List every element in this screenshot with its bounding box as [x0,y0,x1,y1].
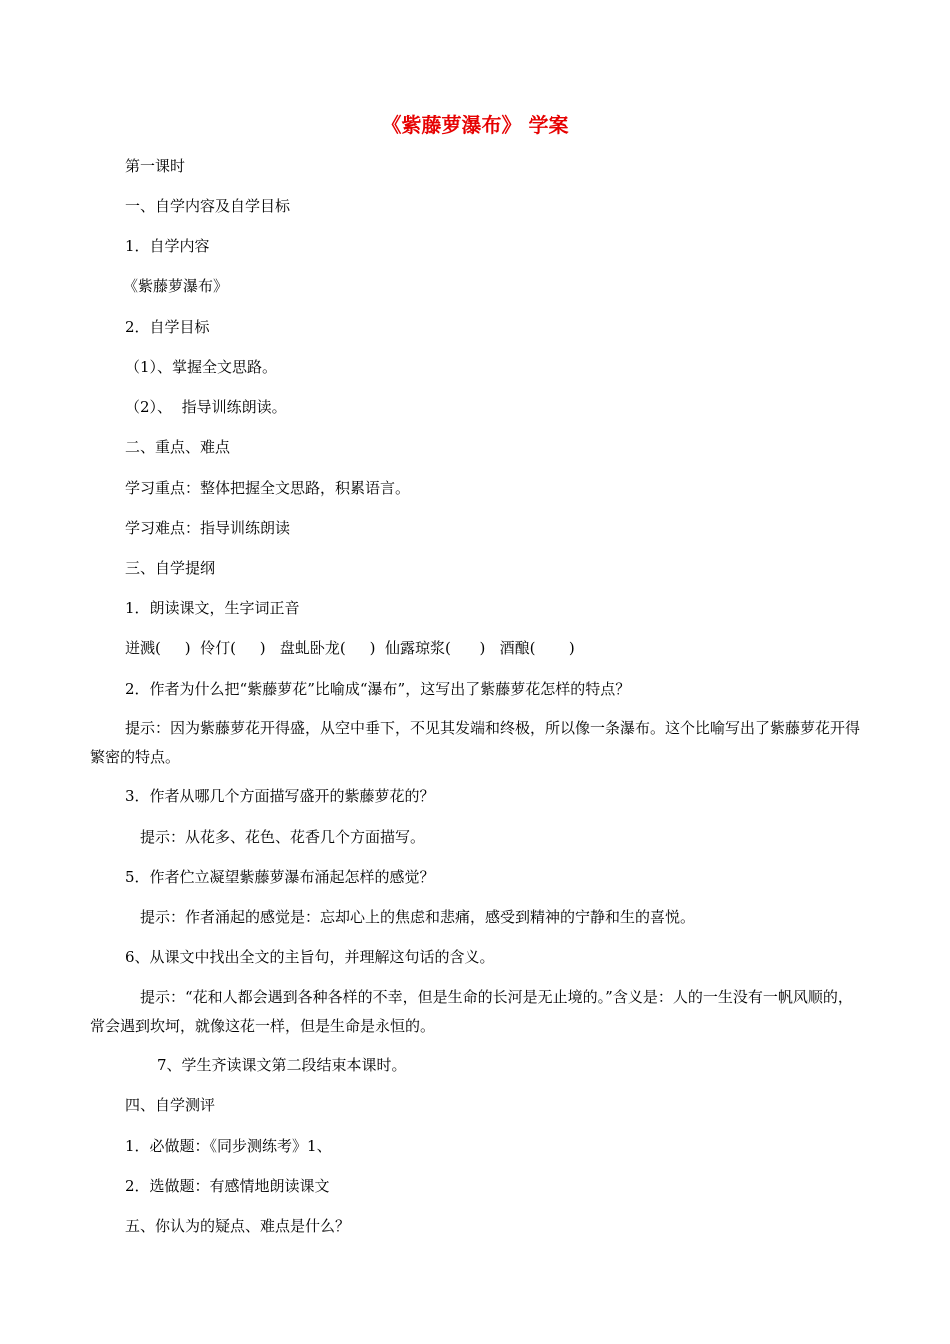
section-heading: 二、重点、难点 [125,438,231,456]
section-heading: 五、你认为的疑点、难点是什么？ [125,1217,351,1235]
hint-paragraph: 提示：因为紫藤萝花开得盛，从空中垂下，不见其发端和终极，所以像一条瀑布。这个比喻写出了紫藤萝花开得繁密的特点。 [90,719,861,766]
hint-text: 提示：从花多、花色、花香几个方面描写。 [140,828,426,846]
test-item: 1．必做题：《同步测练考》1、 [125,1137,332,1155]
question-text: 2．作者为什么把“紫藤萝花”比喻成“瀑布”，这写出了紫藤萝花怎样的特点？ [125,680,631,698]
document-title: 《紫藤萝瀑布》 学案 [381,113,569,137]
test-item: 2．选做题：有感情地朗读课文 [125,1177,330,1195]
key-point-text: 学习重点：整体把握全文思路，积累语言。 [125,479,411,497]
subsection-heading: 2．自学目标 [125,318,210,336]
lesson-label: 第一课时 [125,157,186,175]
subsection-heading: 1．自学内容 [125,237,210,255]
section-heading: 四、自学测评 [125,1096,216,1114]
question-text: 3．作者从哪几个方面描写盛开的紫藤萝花的？ [125,787,435,805]
question-text: 6、从课文中找出全文的主旨句，并理解这句话的含义。 [125,948,495,966]
difficulty-text: 学习难点：指导训练朗读 [125,519,291,537]
goal-item: （1）、掌握全文思路。 [125,358,278,376]
question-text: 1．朗读课文，生字词正音 [125,599,300,617]
question-text: 5．作者伫立凝望紫藤萝瀑布涌起怎样的感觉？ [125,868,435,886]
study-content-text: 《紫藤萝瀑布》 [123,277,229,295]
section-heading: 三、自学提纲 [125,559,216,577]
hint-paragraph: 提示：“花和人都会遇到各种各样的不幸，但是生命的长河是无止境的。”含义是：人的一生没有一帆风顺的，常会遇到坎坷，就像这花一样，但是生命是永恒的。 [90,988,853,1035]
section-heading: 一、自学内容及自学目标 [125,197,291,215]
goal-item: （2）、 指导训练朗读。 [125,398,287,416]
instruction-text: 7、学生齐读课文第二段结束本课时。 [157,1056,407,1074]
hint-text: 提示：作者涌起的感觉是：忘却心上的焦虑和悲痛，感受到精神的宁静和生的喜悦。 [140,908,696,926]
vocabulary-line: 迸溅( ) 伶仃( ) 盘虬卧龙( ) 仙露琼浆( ) 酒酿( ) [125,639,575,657]
